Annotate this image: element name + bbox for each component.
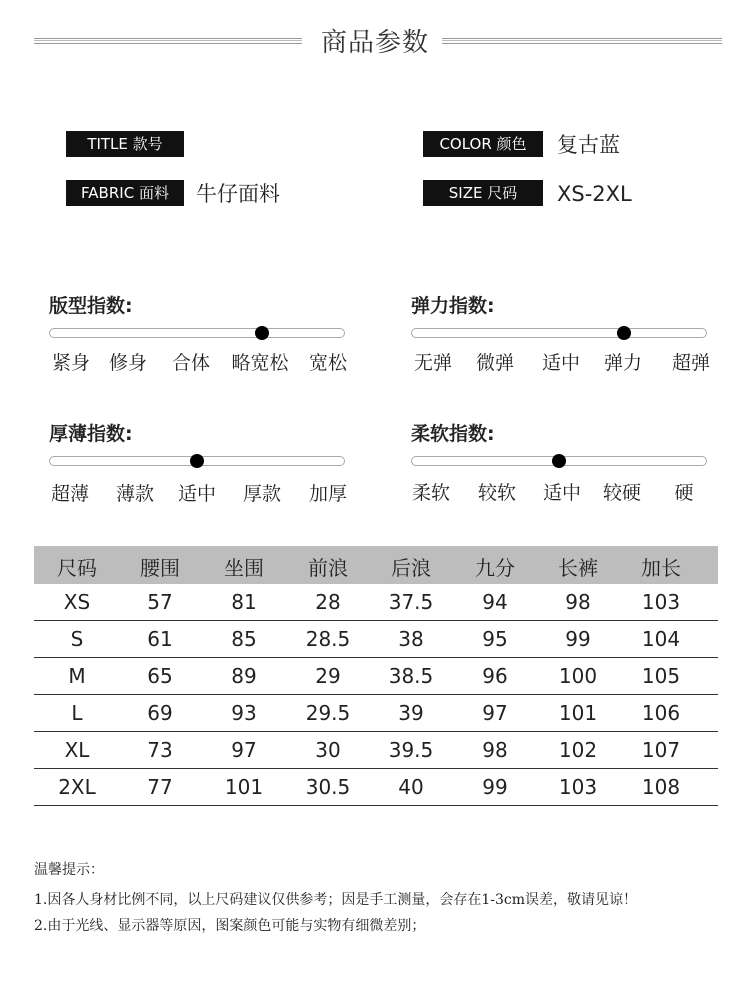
table-cell: 89 [231, 664, 257, 688]
table-header-cell: 腰围 [140, 556, 180, 580]
table-cell: 37.5 [388, 590, 434, 614]
index-knob [552, 454, 566, 468]
index-level-label: 适中 [177, 483, 217, 505]
index-level-label: 无弹 [413, 352, 453, 374]
index-level-label: 适中 [542, 482, 582, 504]
index-level-label: 超薄 [50, 483, 90, 505]
index-level-label: 柔软 [411, 482, 451, 504]
table-cell: 100 [558, 664, 598, 688]
table-cell: 99 [482, 775, 508, 799]
table-cell: 2XL [58, 775, 96, 799]
table-header-cell: 前浪 [308, 556, 348, 580]
notes-title: 温馨提示： [34, 862, 104, 878]
index-level-label: 硬 [674, 482, 694, 504]
table-cell: 61 [147, 627, 173, 651]
table-cell: 73 [147, 738, 173, 762]
index-knob [190, 454, 204, 468]
index-title: 版型指数: [49, 295, 133, 317]
index-level-label: 超弹 [671, 352, 711, 374]
index-knob [617, 326, 631, 340]
table-cell: 107 [641, 738, 681, 762]
size-label: SIZE 尺码 [423, 180, 543, 206]
table-header-cell: 尺码 [57, 556, 97, 580]
table-cell: 108 [641, 775, 681, 799]
table-cell: 39 [398, 701, 424, 725]
index-level-label: 较硬 [602, 482, 642, 504]
table-header-cell: 后浪 [391, 556, 431, 580]
index-title: 柔软指数: [411, 423, 495, 445]
table-row-divider [34, 805, 718, 806]
index-level-label: 修身 [108, 352, 148, 374]
index-level-label: 弹力 [603, 352, 643, 374]
index-level-label: 微弹 [475, 352, 515, 374]
table-cell: 29 [315, 664, 341, 688]
index-level-label: 适中 [541, 352, 581, 374]
size-table-header [34, 546, 718, 584]
table-cell: 85 [231, 627, 257, 651]
table-cell: 39.5 [388, 738, 434, 762]
table-row-divider [34, 731, 718, 732]
table-cell: 93 [231, 701, 257, 725]
table-cell: 57 [147, 590, 173, 614]
fabric-label: FABRIC 面料 [66, 180, 184, 206]
table-cell: 96 [482, 664, 508, 688]
table-cell: 69 [147, 701, 173, 725]
index-level-label: 薄款 [115, 483, 155, 505]
table-row-divider [34, 694, 718, 695]
table-cell: 97 [231, 738, 257, 762]
table-cell: 94 [482, 590, 508, 614]
table-cell: 30 [315, 738, 341, 762]
table-cell: 30.5 [305, 775, 351, 799]
size-value: XS-2XL [557, 182, 632, 206]
color-value: 复古蓝 [557, 133, 620, 157]
table-cell: 105 [641, 664, 681, 688]
notes-line-2: 2.由于光线、显示器等原因，图案颜色可能与实物有细微差别； [34, 918, 426, 934]
table-cell: M [68, 664, 86, 688]
table-cell: 103 [558, 775, 598, 799]
index-title: 弹力指数: [411, 295, 495, 317]
index-level-label: 较软 [477, 482, 517, 504]
table-cell: 104 [641, 627, 681, 651]
table-row-divider [34, 620, 718, 621]
table-cell: 98 [565, 590, 591, 614]
table-cell: 97 [482, 701, 508, 725]
table-cell: 101 [558, 701, 598, 725]
index-level-label: 紧身 [51, 352, 91, 374]
title-label: TITLE 款号 [66, 131, 184, 157]
table-cell: 29.5 [305, 701, 351, 725]
table-cell: 102 [558, 738, 598, 762]
table-cell: 98 [482, 738, 508, 762]
table-cell: 28.5 [305, 627, 351, 651]
table-cell: 106 [641, 701, 681, 725]
index-level-label: 厚款 [242, 483, 282, 505]
table-cell: 38.5 [388, 664, 434, 688]
index-level-label: 合体 [171, 352, 211, 374]
table-header-cell: 坐围 [224, 556, 264, 580]
index-track [49, 328, 345, 338]
table-header-cell: 长裤 [558, 556, 598, 580]
table-cell: 77 [147, 775, 173, 799]
table-cell: 28 [315, 590, 341, 614]
table-header-cell: 九分 [475, 556, 515, 580]
page-title: 商品参数 [320, 28, 429, 58]
table-cell: 99 [565, 627, 591, 651]
table-row-divider [34, 768, 718, 769]
color-label: COLOR 颜色 [423, 131, 543, 157]
table-header-cell: 加长 [641, 556, 681, 580]
table-cell: 81 [231, 590, 257, 614]
index-track [411, 328, 707, 338]
table-cell: L [71, 701, 83, 725]
index-title: 厚薄指数: [49, 423, 133, 445]
table-cell: 38 [398, 627, 424, 651]
index-level-label: 略宽松 [231, 352, 289, 374]
notes-line-1: 1.因各人身材比例不同，以上尺码建议仅供参考；因是手工测量，会存在1-3cm误差，敬请见谅！ [34, 892, 638, 908]
table-cell: 40 [398, 775, 424, 799]
table-cell: S [70, 627, 84, 651]
table-cell: 65 [147, 664, 173, 688]
table-cell: XL [64, 738, 90, 762]
table-row-divider [34, 657, 718, 658]
index-level-label: 宽松 [308, 352, 348, 374]
index-level-label: 加厚 [308, 483, 348, 505]
table-cell: 95 [482, 627, 508, 651]
table-cell: 103 [641, 590, 681, 614]
table-cell: 101 [224, 775, 264, 799]
index-knob [255, 326, 269, 340]
fabric-value: 牛仔面料 [196, 182, 280, 206]
table-cell: XS [63, 590, 91, 614]
